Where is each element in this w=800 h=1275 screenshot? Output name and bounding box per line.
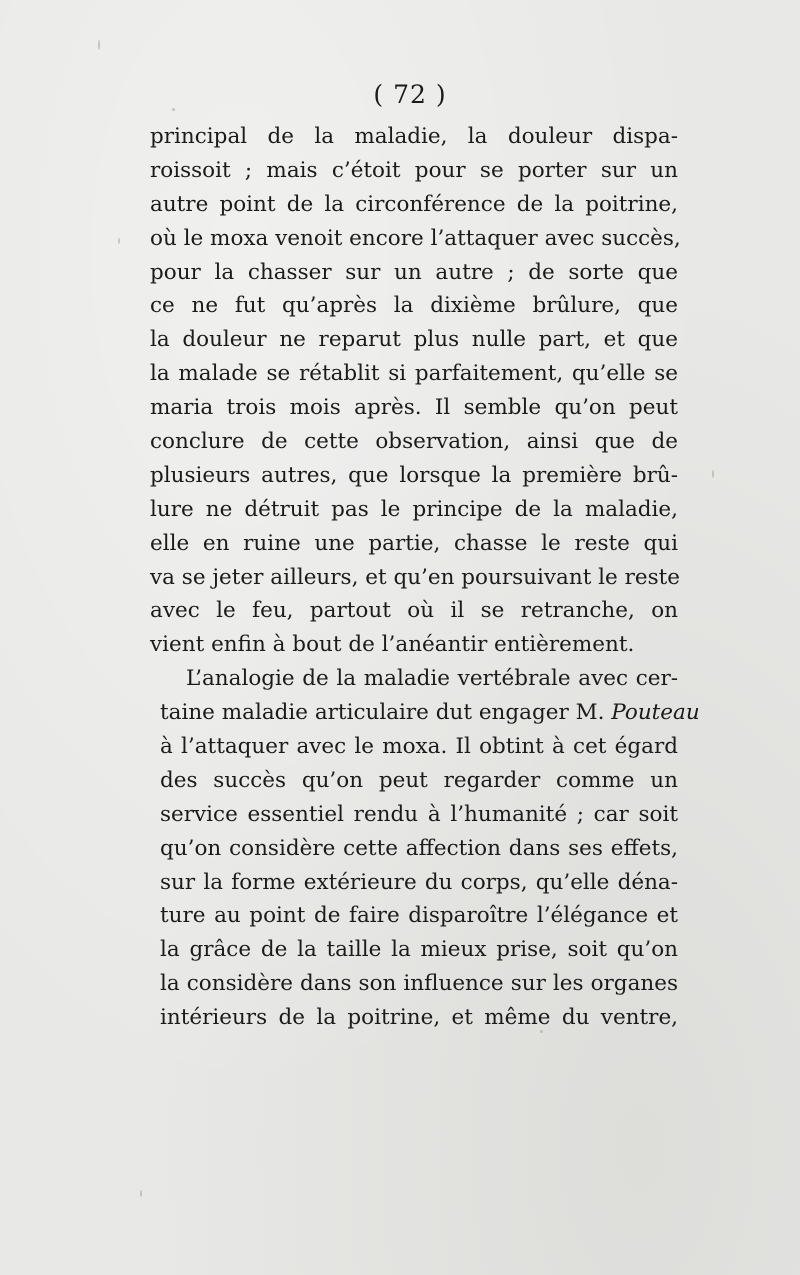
text-line: L’analogie de la maladie vertébrale avec cer- (186, 666, 678, 692)
text-line: autre point de la circonférence de la poitrine, (150, 191, 678, 217)
text-line: conclure de cette observation, ainsi que de (150, 429, 678, 455)
paper-speck (172, 108, 175, 111)
paragraph-2 (150, 662, 700, 1035)
text-line: maria trois mois après. Il semble qu’on peut (150, 395, 678, 421)
page-number: ( 72 ) (373, 80, 447, 109)
text-line: intérieurs de la poitrine, et même du ventre, (160, 1005, 678, 1031)
text-line: elle en ruine une partie, chasse le reste qui (150, 530, 678, 556)
text-line: la grâce de la taille la mieux prise, soit qu’on (160, 937, 678, 963)
text-line: vient enfin à bout de l’anéantir entièrement. (150, 632, 635, 658)
paper-speck (712, 470, 714, 478)
text-line: à l’attaquer avec le moxa. Il obtint à cet égard (160, 734, 678, 760)
author-name: Pouteau (611, 700, 700, 726)
text-line: lure ne détruit pas le principe de la maladie, (150, 496, 678, 522)
text-line (150, 696, 700, 730)
paper-speck (540, 1030, 543, 1033)
text-line: plusieurs autres, que lorsque la première brû- (150, 462, 678, 488)
text-line: la malade se rétablit si parfaitement, qu’elle se (150, 361, 678, 387)
text-line: où le moxa venoit encore l’attaquer avec succès, (150, 225, 681, 251)
paper-speck (140, 1190, 142, 1197)
text-line: la considère dans son influence sur les organes (160, 971, 678, 997)
text-line: avec le feu, partout où il se retranche, on (150, 598, 678, 624)
text-line: des succès qu’on peut regarder comme un (160, 767, 678, 793)
text-line: sur la forme extérieure du corps, qu’elle déna- (160, 869, 678, 895)
paper-speck (118, 238, 120, 244)
text-line: roissoit ; mais c’étoit pour se porter sur un (150, 157, 678, 183)
text-line: principal de la maladie, la douleur dispa- (150, 124, 678, 149)
text-line: ture au point de faire disparoître l’élégance et (160, 903, 678, 929)
text-line: qu’on considère cette affection dans ses effets, (160, 835, 678, 861)
text-line: service essentiel rendu à l’humanité ; car soit (160, 801, 678, 827)
body-text (150, 120, 700, 1035)
text-line: pour la chasser sur un autre ; de sorte que (150, 259, 678, 285)
text-line: ce ne fut qu’après la dixième brûlure, que (150, 293, 678, 319)
paper-speck (98, 40, 100, 50)
paragraph-1 (150, 120, 681, 662)
text-fragment: taine maladie articulaire dut engager M. (160, 700, 605, 726)
text-line: va se jeter ailleurs, et qu’en poursuivant le reste (150, 564, 681, 590)
text-line: la douleur ne reparut plus nulle part, et que (150, 327, 678, 353)
